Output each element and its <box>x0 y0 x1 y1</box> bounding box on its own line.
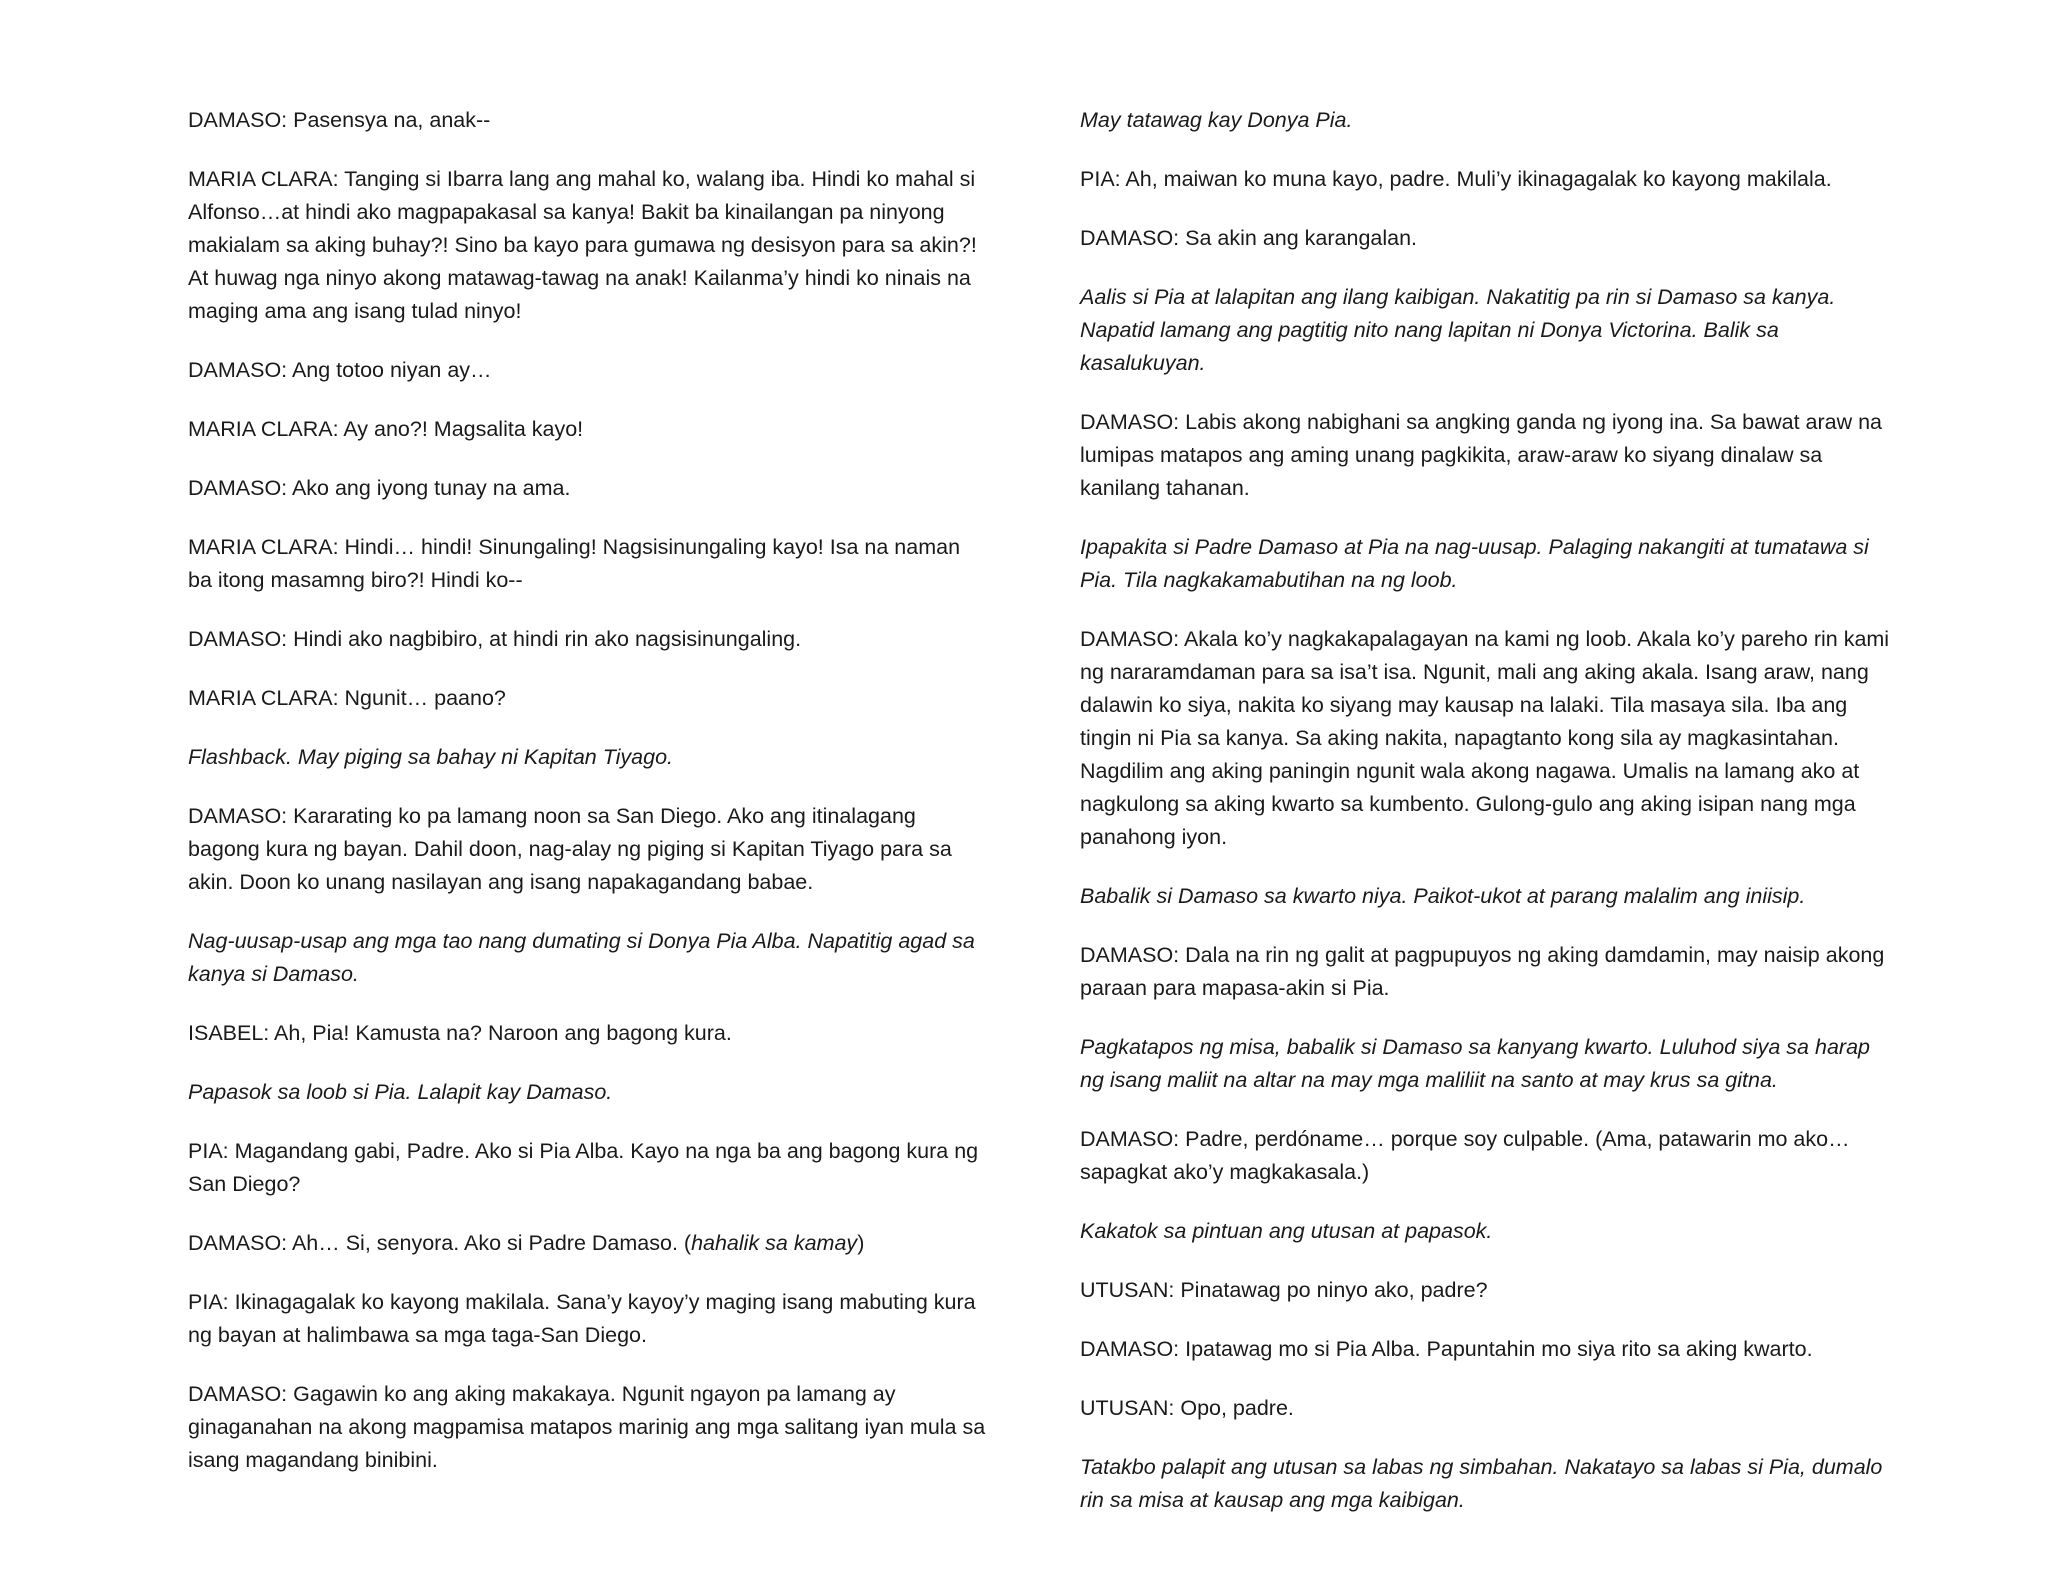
dialogue-line: DAMASO: Ipatawag mo si Pia Alba. Papuntahin mo siya rito sa aking kwarto. <box>1080 1337 1813 1361</box>
stage-direction: Papasok sa loob si Pia. Lalapit kay Damaso. <box>188 1080 613 1104</box>
stage-direction: Kakatok sa pintuan ang utusan at papasok. <box>1080 1219 1493 1243</box>
dialogue-line: PIA: Magandang gabi, Padre. Ako si Pia Alba. Kayo na nga ba ang bagong kura ng San Diego? <box>188 1139 979 1196</box>
dialogue-line <box>188 1227 988 1260</box>
stage-direction: May tatawag kay Donya Pia. <box>1080 108 1353 132</box>
dialogue-line: UTUSAN: Opo, padre. <box>1080 1396 1294 1420</box>
dialogue-line: DAMASO: Hindi ako nagbibiro, at hindi rin ako nagsisinungaling. <box>188 627 802 651</box>
dialogue-text: DAMASO: Ah… Si, senyora. Ako si Padre Damaso. ( <box>188 1231 692 1255</box>
dialogue-line: MARIA CLARA: Ngunit… paano? <box>188 686 506 710</box>
dialogue-text: ) <box>857 1231 865 1255</box>
dialogue-line: DAMASO: Akala ko’y nagkakapalagayan na kami ng loob. Akala ko’y pareho rin kami ng nararamdaman para sa isa’t isa. Ngunit, mali ang aking akala. Isang araw, nang dalawin ko siya, nakita ko siyang may kausap na lalaki. Tila masaya sila. Iba ang tingin ni Pia sa kanya. Sa aking nakita, napagtanto kong sila ay magkasintahan. Nagdilim ang aking paningin ngunit wala akong nagawa. Umalis na lamang ako at nagkulong sa aking kwarto sa kumbento. Gulong-gulo ang aking isipan nang mga panahong iyon. <box>1080 627 1890 849</box>
stage-direction: Ipapakita si Padre Damaso at Pia na nag-uusap. Palaging nakangiti at tumatawa si Pia. Tila nagkakamabutihan na ng loob. <box>1080 535 1869 592</box>
dialogue-line: PIA: Ah, maiwan ko muna kayo, padre. Muli’y ikinagagalak ko kayong makilala. <box>1080 167 1832 191</box>
stage-direction: Tatakbo palapit ang utusan sa labas ng simbahan. Nakatayo sa labas si Pia, dumalo rin sa misa at kausap ang mga kaibigan. <box>1080 1455 1883 1512</box>
left-column <box>188 104 988 1503</box>
dialogue-line: DAMASO: Ako ang iyong tunay na ama. <box>188 476 571 500</box>
dialogue-line: MARIA CLARA: Tanging si Ibarra lang ang mahal ko, walang iba. Hindi ko mahal si Alfonso…at hindi ako magpapakasal sa kanya! Bakit ba kinailangan pa ninyong makialam sa aking buhay?! Sino ba kayo para gumawa ng desisyon para sa akin?! At huwag nga ninyo akong matawag-tawag na anak! Kailanma’y hindi ko ninais na maging ama ang isang tulad ninyo! <box>188 167 977 323</box>
dialogue-line: DAMASO: Padre, perdóname… porque soy culpable. (Ama, patawarin mo ako… sapagkat ako’y magkakasala.) <box>1080 1127 1850 1184</box>
dialogue-line: PIA: Ikinagagalak ko kayong makilala. Sana’y kayoy’y maging isang mabuting kura ng bayan at halimbawa sa mga taga-San Diego. <box>188 1290 976 1347</box>
dialogue-line: MARIA CLARA: Ay ano?! Magsalita kayo! <box>188 417 584 441</box>
dialogue-line: DAMASO: Kararating ko pa lamang noon sa San Diego. Ako ang itinalagang bagong kura ng bayan. Dahil doon, nag-alay ng piging si Kapitan Tiyago para sa akin. Doon ko unang nasilayan ang isang napakagandang babae. <box>188 804 952 894</box>
stage-direction: Aalis si Pia at lalapitan ang ilang kaibigan. Nakatitig pa rin si Damaso sa kanya. Napatid lamang ang pagtitig nito nang lapitan ni Donya Victorina. Balik sa kasalukuyan. <box>1080 285 1836 375</box>
inline-stage-direction: hahalik sa kamay <box>691 1231 858 1255</box>
stage-direction: Pagkatapos ng misa, babalik si Damaso sa kanyang kwarto. Luluhod siya sa harap ng isang maliit na altar na may mga maliliit na santo at may krus sa gitna. <box>1080 1035 1870 1092</box>
dialogue-line: DAMASO: Sa akin ang karangalan. <box>1080 226 1418 250</box>
dialogue-line: DAMASO: Dala na rin ng galit at pagpupuyos ng aking damdamin, may naisip akong paraan para mapasa-akin si Pia. <box>1080 943 1885 1000</box>
right-column <box>1080 104 1890 1543</box>
stage-direction: Nag-uusap-usap ang mga tao nang dumating si Donya Pia Alba. Napatitig agad sa kanya si Damaso. <box>188 929 975 986</box>
dialogue-line: UTUSAN: Pinatawag po ninyo ako, padre? <box>1080 1278 1488 1302</box>
dialogue-line: DAMASO: Ang totoo niyan ay… <box>188 358 492 382</box>
dialogue-line: DAMASO: Labis akong nabighani sa angking ganda ng iyong ina. Sa bawat araw na lumipas matapos ang aming unang pagkikita, araw-araw ko siyang dinalaw sa kanilang tahanan. <box>1080 410 1883 500</box>
dialogue-line: DAMASO: Pasensya na, anak-- <box>188 108 491 132</box>
dialogue-line: MARIA CLARA: Hindi… hindi! Sinungaling! Nagsisinungaling kayo! Isa na naman ba itong masamng biro?! Hindi ko-- <box>188 535 961 592</box>
stage-direction: Babalik si Damaso sa kwarto niya. Paikot-ukot at parang malalim ang iniisip. <box>1080 884 1806 908</box>
stage-direction: Flashback. May piging sa bahay ni Kapitan Tiyago. <box>188 745 674 769</box>
dialogue-line: DAMASO: Gagawin ko ang aking makakaya. Ngunit ngayon pa lamang ay ginaganahan na akong magpamisa matapos marinig ang mga salitang iyan mula sa isang magandang binibini. <box>188 1382 986 1472</box>
dialogue-line: ISABEL: Ah, Pia! Kamusta na? Naroon ang bagong kura. <box>188 1021 732 1045</box>
